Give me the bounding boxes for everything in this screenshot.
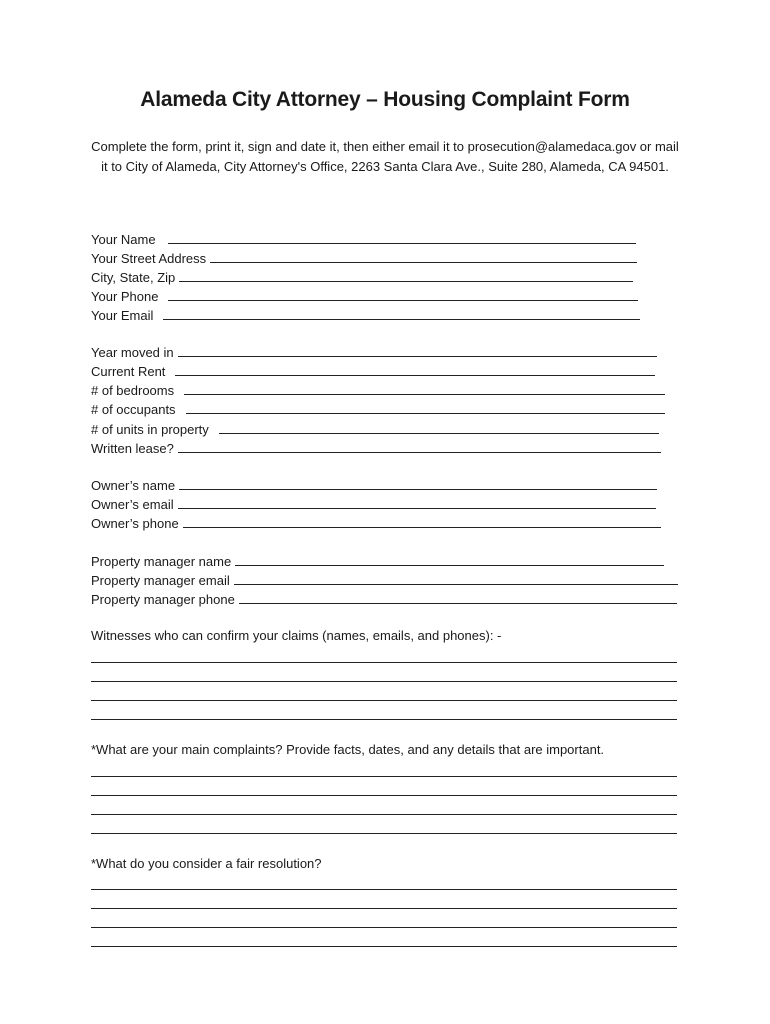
year-moved-in-label: Year moved in <box>91 345 174 360</box>
current-rent-field[interactable] <box>91 361 655 380</box>
occupants-label: # of occupants <box>91 402 176 417</box>
your-phone-label: Your Phone <box>91 289 159 304</box>
complaints-line[interactable] <box>91 795 677 796</box>
your-name-line[interactable] <box>168 243 636 244</box>
resolution-line[interactable] <box>91 908 677 909</box>
manager-phone-label: Property manager phone <box>91 592 235 607</box>
owner-name-line[interactable] <box>179 489 657 490</box>
bedrooms-line[interactable] <box>184 394 665 395</box>
street-address-line[interactable] <box>210 262 637 263</box>
owner-name-label: Owner’s name <box>91 478 176 493</box>
manager-name-field[interactable] <box>91 551 664 570</box>
units-in-property-line[interactable] <box>219 433 659 434</box>
units-in-property-field[interactable] <box>91 419 659 438</box>
form-title: Alameda City Attorney – Housing Complaint Form <box>140 88 630 111</box>
owner-phone-label: Owner’s phone <box>91 516 179 531</box>
your-email-field[interactable] <box>91 305 640 324</box>
owner-email-label: Owner’s email <box>91 497 174 512</box>
manager-phone-field[interactable] <box>91 589 677 608</box>
owner-phone-field[interactable] <box>91 513 661 532</box>
written-lease-label: Written lease? <box>91 441 174 456</box>
owner-email-line[interactable] <box>178 508 656 509</box>
form-instructions: Complete the form, print it, sign and date it, then either email it to prosecution@alamedaca.gov or mail it to City of Alameda, City Attorney's Office, 2263 Santa Clara Ave., Suite 280, Alameda, CA 94501. <box>91 139 679 174</box>
your-name-field[interactable] <box>91 229 636 248</box>
your-email-line[interactable] <box>163 319 640 320</box>
complaints-prompt: *What are your main complaints? Provide facts, dates, and any details that are important. <box>91 742 605 757</box>
witnesses-line[interactable] <box>91 719 677 720</box>
complaints-line[interactable] <box>91 833 677 834</box>
owner-name-field[interactable] <box>91 475 657 494</box>
written-lease-line[interactable] <box>178 452 661 453</box>
occupants-line[interactable] <box>186 413 665 414</box>
witnesses-line[interactable] <box>91 700 677 701</box>
resolution-line[interactable] <box>91 927 677 928</box>
resolution-line[interactable] <box>91 889 677 890</box>
complaints-line[interactable] <box>91 776 677 777</box>
current-rent-label: Current Rent <box>91 364 166 379</box>
resolution-line[interactable] <box>91 946 677 947</box>
owner-email-field[interactable] <box>91 494 656 513</box>
street-address-label: Your Street Address <box>91 251 207 266</box>
witnesses-line[interactable] <box>91 662 677 663</box>
complaints-line[interactable] <box>91 814 677 815</box>
written-lease-field[interactable] <box>91 438 661 457</box>
street-address-field[interactable] <box>91 248 637 267</box>
witnesses-prompt: Witnesses who can confirm your claims (names, emails, and phones): - <box>91 628 502 643</box>
manager-email-line[interactable] <box>234 584 678 585</box>
manager-name-line[interactable] <box>235 565 664 566</box>
current-rent-line[interactable] <box>175 375 655 376</box>
your-phone-line[interactable] <box>168 300 638 301</box>
your-name-label: Your Name <box>91 232 156 247</box>
manager-name-label: Property manager name <box>91 554 232 569</box>
manager-email-field[interactable] <box>91 570 678 589</box>
bedrooms-field[interactable] <box>91 380 665 399</box>
manager-email-label: Property manager email <box>91 573 230 588</box>
manager-phone-line[interactable] <box>239 603 677 604</box>
city-state-zip-field[interactable] <box>91 267 633 286</box>
your-email-label: Your Email <box>91 308 154 323</box>
year-moved-in-line[interactable] <box>178 356 657 357</box>
your-phone-field[interactable] <box>91 286 638 305</box>
city-state-zip-line[interactable] <box>179 281 633 282</box>
bedrooms-label: # of bedrooms <box>91 383 175 398</box>
witnesses-line[interactable] <box>91 681 677 682</box>
occupants-field[interactable] <box>91 399 665 418</box>
resolution-prompt: *What do you consider a fair resolution? <box>91 856 322 871</box>
owner-phone-line[interactable] <box>183 527 661 528</box>
year-moved-in-field[interactable] <box>91 342 657 361</box>
units-in-property-label: # of units in property <box>91 422 209 437</box>
city-state-zip-label: City, State, Zip <box>91 270 176 285</box>
